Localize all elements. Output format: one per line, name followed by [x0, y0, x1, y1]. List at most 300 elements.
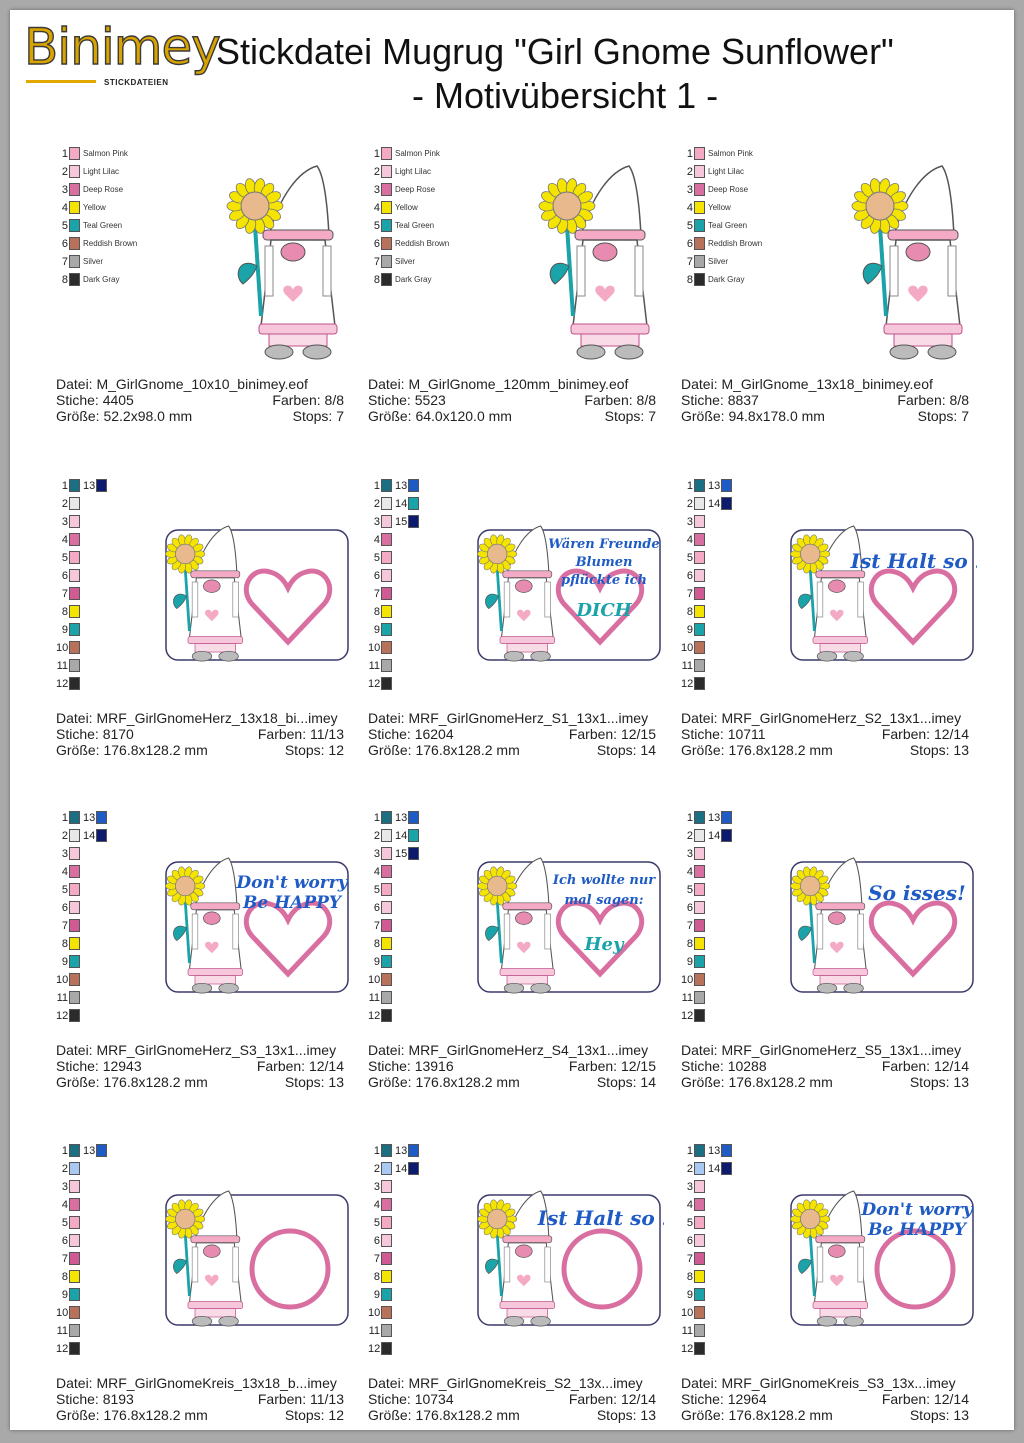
motif-preview	[464, 1169, 664, 1329]
color-swatch	[381, 1306, 392, 1319]
color-swatch	[694, 919, 705, 932]
legend-row	[56, 1143, 216, 1161]
gnome-hat-brim	[503, 1236, 552, 1243]
design-size: Größe: 176.8x128.2 mm	[681, 742, 833, 758]
color-swatch	[69, 901, 80, 914]
color-swatch	[381, 1009, 392, 1022]
motif-card	[681, 810, 981, 1110]
color-swatch	[381, 497, 392, 510]
legend-number: 2	[373, 498, 380, 510]
color-swatch	[69, 1288, 80, 1301]
gnome-shoe-left	[504, 983, 524, 993]
stitch-count: Stiche: 12943	[56, 1058, 142, 1074]
motif-slogan: DICH	[576, 600, 632, 621]
motif-artwork	[184, 156, 384, 371]
stitch-count: Stiche: 8170	[56, 726, 134, 742]
legend-number: 2	[686, 166, 693, 178]
color-name: Light Lilac	[708, 167, 745, 176]
file-info	[681, 376, 981, 424]
gnome-shoe-left	[577, 345, 605, 359]
motif-slogan: Be HAPPY	[242, 893, 342, 913]
legend-number: 8	[373, 274, 380, 286]
color-swatch	[694, 479, 705, 492]
stitch-count: Stiche: 10288	[681, 1058, 767, 1074]
stitch-count: Stiche: 4405	[56, 392, 134, 408]
legend-number: 1	[686, 148, 693, 160]
color-name: Dark Gray	[395, 275, 432, 284]
gnome-skirt	[500, 637, 555, 644]
color-swatch	[381, 515, 392, 528]
motif-artwork	[777, 836, 977, 1001]
motif-preview	[777, 836, 977, 996]
color-swatch	[69, 497, 80, 510]
gnome-shoe-right	[928, 345, 956, 359]
stop-count: Stops: 7	[292, 408, 344, 424]
size-row	[681, 1407, 981, 1423]
legend-number: 6	[373, 1235, 380, 1247]
motif-artwork	[777, 1169, 977, 1334]
file-info	[368, 1042, 668, 1090]
legend-number: 8	[686, 1271, 693, 1283]
legend-row	[56, 810, 216, 828]
gnome-shoe-right	[844, 651, 864, 661]
motif-slogan: Blumen	[575, 555, 633, 570]
sunflower-center	[175, 1209, 195, 1229]
legend-row	[368, 1143, 528, 1161]
legend-number: 3	[61, 184, 68, 196]
legend-number: 5	[61, 552, 68, 564]
legend-number: 11	[681, 660, 693, 672]
color-swatch	[694, 201, 705, 214]
color-swatch	[69, 955, 80, 968]
color-name: Deep Rose	[708, 185, 749, 194]
color-swatch	[381, 479, 392, 492]
legend-number: 4	[686, 202, 693, 214]
color-swatch	[381, 955, 392, 968]
file-name-row	[56, 1042, 356, 1058]
file-name: Datei: MRF_GirlGnomeHerz_S3_13x1...imey	[56, 1042, 337, 1058]
gnome-braid-left	[192, 582, 198, 617]
file-name: Datei: MRF_GirlGnomeHerz_13x18_bi...imey	[56, 710, 338, 726]
legend-number: 1	[61, 480, 68, 492]
legend-number: 10	[681, 642, 694, 654]
stitch-count: Stiche: 5523	[368, 392, 446, 408]
legend-row	[56, 1341, 216, 1359]
stitch-count: Stiche: 16204	[368, 726, 454, 742]
gnome-skirt	[571, 324, 649, 334]
motif-preview	[152, 836, 352, 996]
color-swatch	[694, 147, 705, 160]
legend-row	[681, 478, 841, 496]
file-name-row	[681, 376, 981, 392]
legend-number: 4	[61, 534, 68, 546]
legend-number-extra: 14	[395, 498, 408, 510]
color-swatch	[69, 165, 80, 178]
color-swatch	[694, 677, 705, 690]
legend-number-extra: 14	[83, 830, 96, 842]
gnome-skirt	[188, 637, 243, 644]
sunflower-center	[800, 1209, 820, 1229]
color-swatch	[694, 219, 705, 232]
motif-preview	[464, 504, 664, 664]
legend-number: 10	[56, 1307, 69, 1319]
file-info	[368, 1375, 668, 1423]
gnome-figure	[852, 166, 962, 359]
stitch-count: Stiche: 8193	[56, 1391, 134, 1407]
color-swatch-extra	[721, 829, 732, 842]
legend-number: 8	[61, 938, 68, 950]
gnome-shoe-right	[303, 345, 331, 359]
gnome-nose	[203, 912, 220, 925]
color-swatch	[694, 1162, 705, 1175]
motif-preview	[777, 504, 977, 664]
file-name: Datei: M_GirlGnome_120mm_binimey.eof	[368, 376, 629, 392]
motif-slogan: Ist Halt so !	[850, 549, 977, 573]
color-name: Silver	[395, 257, 416, 266]
color-swatch	[381, 883, 392, 896]
file-name-row	[368, 1375, 668, 1391]
legend-number: 12	[368, 1010, 381, 1022]
legend-number-extra: 13	[708, 812, 721, 824]
color-swatch-extra	[721, 479, 732, 492]
gnome-braid-right	[233, 582, 239, 617]
file-name-row	[681, 710, 981, 726]
legend-number: 8	[686, 938, 693, 950]
legend-number: 11	[681, 992, 693, 1004]
design-size: Größe: 94.8x178.0 mm	[681, 408, 825, 424]
gnome-shoe-right	[844, 1316, 864, 1326]
color-swatch	[694, 551, 705, 564]
legend-number: 1	[373, 1145, 380, 1157]
legend-row	[681, 1008, 841, 1026]
motif-preview	[152, 1169, 352, 1329]
color-name: Silver	[708, 257, 729, 266]
color-swatch	[381, 1270, 392, 1283]
legend-number: 7	[373, 588, 380, 600]
legend-row	[56, 478, 216, 496]
legend-number: 12	[56, 1010, 69, 1022]
gnome-pants	[195, 976, 236, 984]
color-swatch	[694, 1234, 705, 1247]
legend-number: 4	[686, 866, 693, 878]
color-swatch	[694, 659, 705, 672]
legend-number: 4	[61, 1199, 68, 1211]
color-swatch	[381, 991, 392, 1004]
color-name: Reddish Brown	[83, 239, 138, 248]
design-size: Größe: 176.8x128.2 mm	[681, 1407, 833, 1423]
legend-number: 12	[56, 678, 69, 690]
file-name-row	[368, 710, 668, 726]
file-info	[681, 1042, 981, 1090]
motif-preview	[809, 156, 1009, 366]
sunflower-center	[487, 876, 507, 896]
file-name: Datei: MRF_GirlGnomeKreis_S3_13x...imey	[681, 1375, 956, 1391]
gnome-braid-right	[545, 1247, 551, 1282]
legend-number: 9	[373, 624, 380, 636]
motif-artwork	[777, 504, 977, 669]
motif-artwork	[152, 504, 352, 669]
legend-number: 5	[373, 1217, 380, 1229]
legend-number: 9	[373, 956, 380, 968]
legend-number-extra: 13	[708, 480, 721, 492]
motif-slogan: Be HAPPY	[867, 1220, 967, 1240]
gnome-braid-right	[233, 1247, 239, 1282]
color-swatch	[69, 1324, 80, 1337]
gnome-nose	[515, 912, 532, 925]
color-swatch	[694, 811, 705, 824]
legend-number: 6	[61, 1235, 68, 1247]
file-name-row	[681, 1375, 981, 1391]
legend-number: 5	[61, 220, 68, 232]
legend-number: 8	[373, 606, 380, 618]
color-swatch	[381, 201, 392, 214]
gnome-skirt	[259, 324, 337, 334]
size-row	[681, 1074, 981, 1090]
stop-count: Stops: 12	[284, 1407, 344, 1423]
legend-number: 11	[368, 660, 380, 672]
color-swatch	[381, 847, 392, 860]
legend-number: 9	[686, 1289, 693, 1301]
legend-number: 7	[686, 920, 693, 932]
color-swatch	[381, 533, 392, 546]
gnome-pants	[269, 334, 327, 346]
legend-number-extra: 13	[395, 812, 408, 824]
legend-row	[368, 810, 528, 828]
color-swatch	[694, 533, 705, 546]
logo-subtitle: STICKDATEIEN	[104, 78, 169, 87]
color-swatch	[69, 1342, 80, 1355]
color-swatch	[69, 237, 80, 250]
color-swatch	[381, 219, 392, 232]
color-swatch	[69, 587, 80, 600]
gnome-shoe-right	[219, 651, 239, 661]
motif-preview	[496, 156, 696, 366]
stitch-row	[56, 726, 356, 742]
motif-slogan: Don't worry	[236, 873, 348, 893]
gnome-figure	[539, 166, 649, 359]
gnome-skirt	[500, 1302, 555, 1309]
stitch-count: Stiche: 10711	[681, 726, 766, 742]
legend-number: 6	[373, 238, 380, 250]
color-swatch	[694, 1180, 705, 1193]
gnome-braid-right	[323, 246, 331, 296]
color-swatch	[381, 1216, 392, 1229]
motif-artwork	[152, 836, 352, 1001]
legend-number-extra: 14	[395, 830, 408, 842]
stop-count: Stops: 13	[909, 1407, 969, 1423]
legend-number: 1	[373, 812, 380, 824]
gnome-shoe-left	[265, 345, 293, 359]
stitch-row	[56, 1391, 356, 1407]
color-swatch	[694, 1216, 705, 1229]
gnome-braid-right	[545, 582, 551, 617]
legend-number: 3	[373, 848, 380, 860]
color-swatch	[694, 901, 705, 914]
color-swatch	[694, 883, 705, 896]
color-swatch	[69, 1144, 80, 1157]
file-name-row	[368, 1042, 668, 1058]
legend-number: 2	[61, 1163, 68, 1175]
legend-row	[368, 676, 528, 694]
legend-number: 1	[686, 480, 693, 492]
size-row	[368, 1407, 668, 1423]
legend-number: 1	[373, 148, 380, 160]
file-info	[368, 710, 668, 758]
sunflower-center	[487, 544, 507, 564]
legend-number: 4	[61, 866, 68, 878]
color-swatch	[381, 605, 392, 618]
color-swatch-extra	[721, 811, 732, 824]
legend-number: 9	[61, 956, 68, 968]
color-swatch	[381, 255, 392, 268]
motif-artwork	[809, 156, 1009, 371]
gnome-braid-left	[504, 914, 510, 949]
legend-number: 6	[61, 570, 68, 582]
color-swatch	[694, 1288, 705, 1301]
gnome-hat-brim	[575, 230, 645, 240]
file-name-row	[368, 376, 668, 392]
color-swatch	[69, 569, 80, 582]
stop-count: Stops: 13	[909, 1074, 969, 1090]
color-swatch-extra	[721, 1162, 732, 1175]
color-swatch	[694, 973, 705, 986]
legend-number: 8	[686, 606, 693, 618]
color-swatch	[69, 1306, 80, 1319]
color-name: Light Lilac	[395, 167, 432, 176]
color-name: Dark Gray	[708, 275, 745, 284]
file-info	[56, 1042, 356, 1090]
design-size: Größe: 176.8x128.2 mm	[681, 1074, 833, 1090]
color-swatch-extra	[408, 829, 419, 842]
color-count: Farben: 12/14	[568, 1391, 656, 1407]
color-count: Farben: 11/13	[257, 1391, 344, 1407]
color-name: Salmon Pink	[83, 149, 128, 158]
legend-number-extra: 13	[83, 480, 96, 492]
legend-number: 9	[373, 1289, 380, 1301]
legend-number: 5	[686, 220, 693, 232]
color-swatch	[69, 847, 80, 860]
motif-card	[368, 146, 668, 446]
gnome-hat-brim	[191, 1236, 240, 1243]
motif-card	[681, 1143, 981, 1443]
gnome-nose	[828, 912, 845, 925]
gnome-hat-brim	[263, 230, 333, 240]
legend-number: 5	[373, 220, 380, 232]
color-swatch	[694, 623, 705, 636]
gnome-nose	[593, 243, 617, 261]
gnome-shoe-left	[817, 651, 837, 661]
gnome-pants	[507, 1309, 548, 1317]
legend-row	[681, 676, 841, 694]
color-swatch-extra	[721, 1144, 732, 1157]
gnome-shoe-left	[504, 1316, 524, 1326]
legend-number: 6	[686, 238, 693, 250]
color-swatch	[694, 1324, 705, 1337]
size-row	[368, 408, 668, 424]
color-swatch	[69, 479, 80, 492]
legend-number-extra: 15	[395, 516, 408, 528]
color-swatch	[69, 183, 80, 196]
color-swatch	[694, 497, 705, 510]
legend-number: 12	[681, 1010, 694, 1022]
gnome-braid-right	[233, 914, 239, 949]
file-name: Datei: MRF_GirlGnomeHerz_S5_13x1...imey	[681, 1042, 962, 1058]
color-name: Silver	[83, 257, 104, 266]
gnome-braid-left	[265, 246, 273, 296]
stitch-count: Stiche: 8837	[681, 392, 759, 408]
color-swatch	[694, 605, 705, 618]
color-swatch	[69, 1252, 80, 1265]
gnome-hat-brim	[503, 571, 552, 578]
gnome-braid-right	[858, 582, 864, 617]
color-swatch	[381, 183, 392, 196]
sunflower-leaf	[863, 263, 882, 284]
sunflower-stem	[567, 226, 573, 316]
legend-number: 1	[686, 1145, 693, 1157]
file-name: Datei: MRF_GirlGnomeKreis_13x18_b...imey	[56, 1375, 337, 1391]
color-swatch	[69, 551, 80, 564]
gnome-braid-left	[817, 1247, 823, 1282]
legend-number: 1	[61, 1145, 68, 1157]
color-swatch	[69, 623, 80, 636]
gnome-pants	[894, 334, 952, 346]
motif-card	[368, 810, 668, 1110]
legend-number-extra: 14	[395, 1163, 408, 1175]
design-size: Größe: 176.8x128.2 mm	[56, 1407, 208, 1423]
legend-number: 7	[686, 1253, 693, 1265]
legend-number: 5	[61, 884, 68, 896]
color-name: Yellow	[708, 203, 731, 212]
motif-artwork	[464, 504, 664, 669]
color-swatch-extra	[408, 515, 419, 528]
color-count: Farben: 11/13	[257, 726, 344, 742]
color-swatch	[69, 533, 80, 546]
legend-number-extra: 13	[708, 1145, 721, 1157]
color-swatch	[694, 183, 705, 196]
legend-number: 3	[373, 516, 380, 528]
sunflower-leaf	[238, 263, 257, 284]
color-swatch	[381, 829, 392, 842]
sunflower-stem	[880, 226, 886, 316]
color-swatch	[69, 1162, 80, 1175]
color-swatch	[69, 991, 80, 1004]
color-swatch	[69, 201, 80, 214]
motif-slogan: Wären Freunde	[548, 537, 660, 552]
legend-number: 3	[373, 184, 380, 196]
legend-number: 3	[373, 1181, 380, 1193]
stitch-row	[681, 726, 981, 742]
legend-number: 9	[61, 1289, 68, 1301]
file-info	[56, 1375, 356, 1423]
gnome-braid-left	[817, 914, 823, 949]
gnome-braid-left	[504, 1247, 510, 1282]
color-name: Teal Green	[708, 221, 748, 230]
gnome-pants	[195, 644, 236, 652]
gnome-skirt	[500, 969, 555, 976]
gnome-hat-brim	[191, 571, 240, 578]
gnome-nose	[203, 580, 220, 593]
legend-number: 9	[61, 624, 68, 636]
file-info	[681, 1375, 981, 1423]
color-name: Yellow	[83, 203, 106, 212]
file-name-row	[56, 710, 356, 726]
file-name-row	[56, 376, 356, 392]
motif-card	[681, 478, 981, 778]
legend-number: 9	[686, 956, 693, 968]
color-swatch-extra	[408, 847, 419, 860]
color-swatch	[381, 569, 392, 582]
color-swatch	[69, 659, 80, 672]
